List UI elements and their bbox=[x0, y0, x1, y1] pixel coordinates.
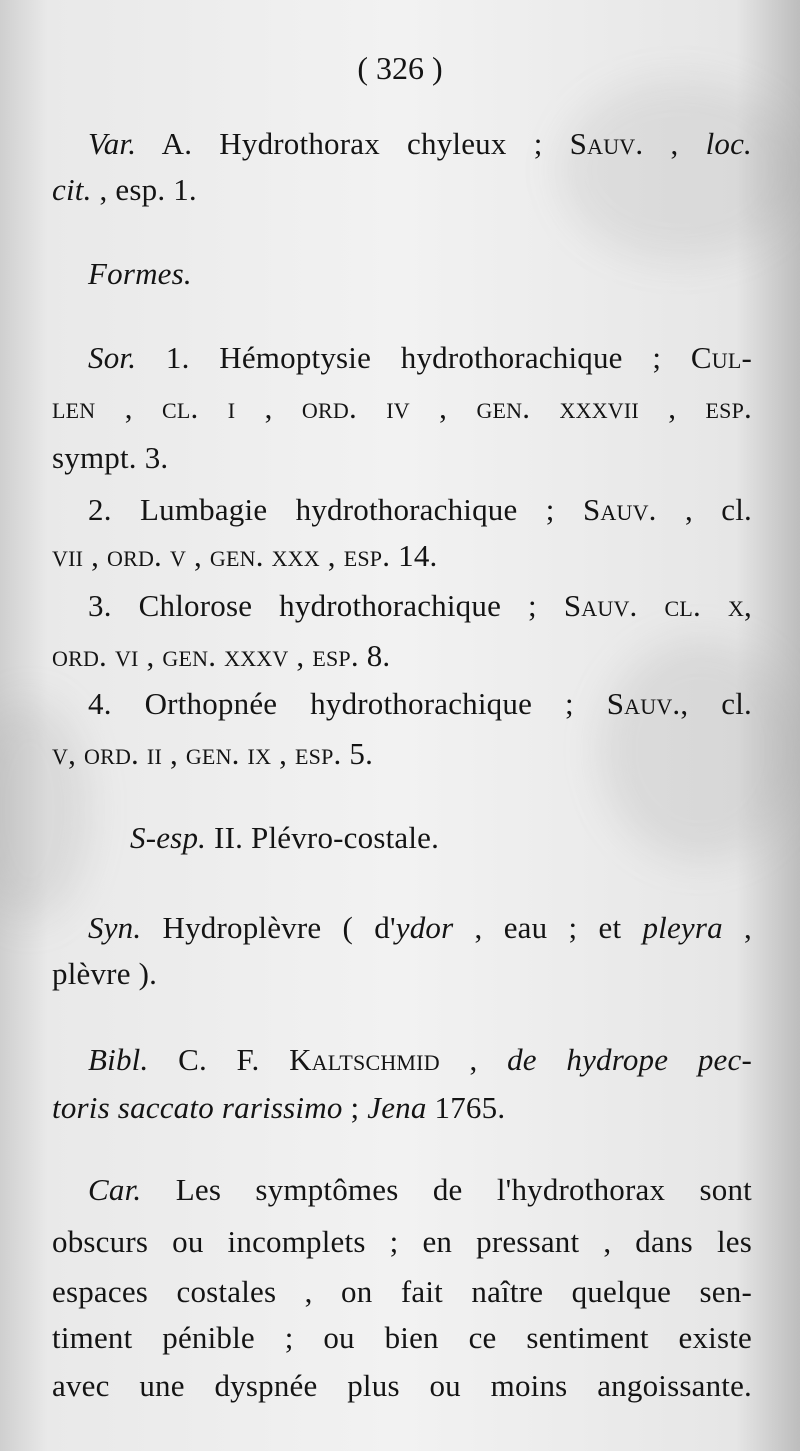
text-line-car-2: obscurs ou incomplets ; en pressant , dans les bbox=[52, 1224, 752, 1259]
text-line-car-3: espaces costales , on fait naître quelque sen- bbox=[52, 1274, 752, 1309]
page-stain bbox=[0, 700, 90, 920]
text-line-syn-cont: plèvre ). bbox=[52, 956, 158, 991]
text-line-sor-1: Sor. 1. Hémoptysie hydrothorachique ; Cul- bbox=[88, 340, 752, 375]
text-line-item-4: 4. Orthopnée hydrothorachique ; Sauv., cl. bbox=[88, 686, 752, 721]
subheading-s-esp-ii: S-esp. II. Plévro-costale. bbox=[130, 820, 440, 855]
text-line-item-2-cont: vii , ord. v , gen. xxx , esp. 14. bbox=[52, 538, 438, 573]
text-line-bibl: Bibl. C. F. Kaltschmid , de hydrope pec- bbox=[88, 1042, 752, 1077]
text-line-item-2: 2. Lumbagie hydrothorachique ; Sauv. , cl. bbox=[88, 492, 752, 527]
section-heading-formes: Formes. bbox=[88, 256, 192, 291]
text-line-car-5: avec une dyspnée plus ou moins angoissante. bbox=[52, 1368, 752, 1403]
text-line-car: Car. Les symptômes de l'hydrothorax sont bbox=[88, 1172, 752, 1207]
text-line-bibl-cont: toris saccato rarissimo ; Jena 1765. bbox=[52, 1090, 506, 1125]
text-line-var-a-cont: cit. , esp. 1. bbox=[52, 172, 197, 207]
text-line-item-4-cont: v, ord. ii , gen. ix , esp. 5. bbox=[52, 736, 374, 771]
text-line-sor-1-cont2: sympt. 3. bbox=[52, 440, 169, 475]
text-line-var-a: Var. A. Hydrothorax chyleux ; Sauv. , loc. bbox=[88, 126, 752, 161]
page-number: ( 326 ) bbox=[357, 50, 443, 86]
text-line-item-3: 3. Chlorose hydrothorachique ; Sauv. cl. x, bbox=[88, 588, 752, 623]
text-line-item-3-cont: ord. vi , gen. xxxv , esp. 8. bbox=[52, 638, 391, 673]
text-line-sor-1-cont: len , cl. i , ord. iv , gen. xxxvii , esp. bbox=[52, 390, 752, 425]
text-line-syn: Syn. Hydroplèvre ( d'ydor , eau ; et pleyra , bbox=[88, 910, 752, 945]
text-line-car-4: timent pénible ; ou bien ce sentiment existe bbox=[52, 1320, 752, 1355]
